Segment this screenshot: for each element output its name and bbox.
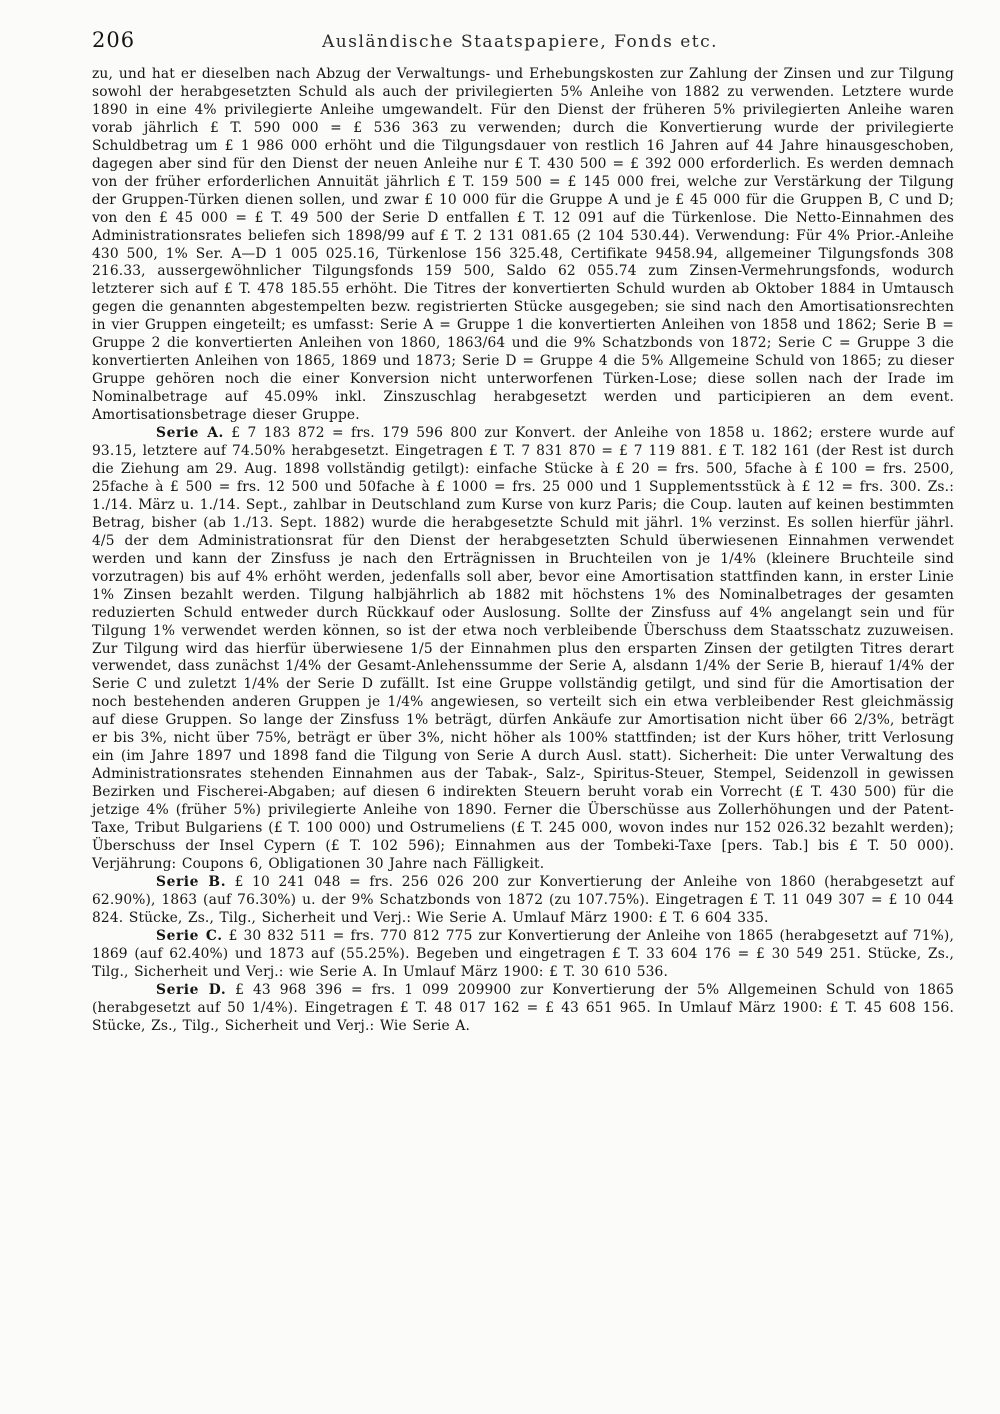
paragraph-text: £ 43 968 396 = frs. 1 099 209900 zur Konvertierung der 5% Allgemeinen Schuld von 1865 (herabgesetzt auf 50 1/4%). Eingetragen £ T. 48 017 162 = £ 43 651 965. In Umlauf März 1900: £ T. 45 608 156. Stücke, Zs., Tilg., Sicherheit und Verj.: Wie Serie A. bbox=[92, 981, 954, 1034]
paragraph-serie-b bbox=[92, 874, 954, 928]
serie-label: Serie D. bbox=[156, 981, 227, 998]
serie-label: Serie A. bbox=[156, 425, 224, 442]
running-title: Ausländische Staatspapiere, Fonds etc. bbox=[322, 32, 719, 52]
serie-label: Serie B. bbox=[156, 873, 227, 890]
paragraph-serie-a bbox=[92, 425, 954, 874]
paragraph-text: £ 10 241 048 = frs. 256 026 200 zur Konvertierung der Anleihe von 1860 (herabgesetzt auf 62.90%), 1863 (auf 76.30%) u. der 9% Schatzbonds von 1872 (zu 107.75%). Eingetragen £ T. 11 049 307 = £ 10 044 824. Stücke, Zs., Tilg., Sicherheit und Verj.: Wie Serie A. Umlauf März 1900: £ T. 6 604 335. bbox=[92, 873, 954, 926]
paragraph-text: £ 30 832 511 = frs. 770 812 775 zur Konvertierung der Anleihe von 1865 (herabgesetzt auf 71%), 1869 (auf 62.40%) und 1873 auf (55.25%). Begeben und eingetragen £ T. 33 604 176 = £ 30 549 251. Stücke, Zs., Tilg., Sicherheit und Verj.: wie Serie A. In Umlauf März 1900: £ T. 30 610 536. bbox=[92, 927, 954, 980]
page-number: 206 bbox=[92, 28, 136, 52]
paragraph-serie-c bbox=[92, 928, 954, 982]
paragraph-serie-d bbox=[92, 982, 954, 1036]
body-text bbox=[92, 66, 954, 1035]
running-head bbox=[92, 28, 954, 58]
serie-label: Serie C. bbox=[156, 927, 223, 944]
paragraph-text: £ 7 183 872 = frs. 179 596 800 zur Konvert. der Anleihe von 1858 u. 1862; erstere wurde auf 93.15, letztere auf 74.50% herabgesetzt. Eingetragen £ T. 7 831 870 = £ 7 119 881. £ T. 182 161 (der Rest ist durch die Ziehung am 29. Aug. 1898 vollständig getilgt): einfache Stücke à £ 20 = frs. 500, 5fache à £ 100 = frs. 2500, 25fache à £ 500 = frs. 12 500 und 50fache à £ 1000 = frs. 25 000 und 1 Supplementsstück à £ 12 = frs. 300. Zs.: 1./14. März u. 1./14. Sept., zahlbar in Deutschland zum Kurse von kurz Paris; die Coup. lauten auf keinen bestimmten Betrag, bisher (ab 1./13. Sept. 1882) wurde die herabgesetzte Schuld mit jährl. 1% verzinst. Es sollen hierfür jährl. 4/5 der dem Administrationsrat für den Dienst der herabgesetzten Schuld überwiesenen Einnahmen verwendet werden und kann der Zinsfuss je nach den Erträgnissen in Bruchteilen von je 1/4% (kleinere Bruchteile sind vorzutragen) bis auf 4% erhöht werden, jedenfalls soll aber, bevor eine Amortisation stattfinden kann, in erster Linie 1% Zinsen bezahlt werden. Tilgung halbjährlich ab 1882 mit höchstens 1% des Nominalbetrages der gesamten reduzierten Schuld entweder durch Rückkauf oder Auslosung. Sollte der Zinsfuss auf 4% angelangt sein und für Tilgung 1% verwendet werden können, so ist der etwa noch verbleibende Überschuss dem Staatsschatz zuzuweisen. Zur Tilgung wird das hierfür überwiesene 1/5 der Einnahmen plus den ersparten Zinsen der getilgten Titres derart verwendet, dass zunächst 1/4% der Gesamt-Anlehenssumme der Serie A, alsdann 1/4% der Serie B, hierauf 1/4% der Serie C und zuletzt 1/4% der Serie D zufällt. Ist eine Gruppe vollständig getilgt, und sind für die Amortisation der noch bestehenden anderen Gruppen je 1/4% angewiesen, so verteilt sich ein etwa verbleibender Rest gleichmässig auf diese Gruppen. So lange der Zinsfuss 1% beträgt, dürfen Ankäufe zur Amortisation nicht über 66 2/3%, beträgt er bis 3%, nicht über 75%, beträgt er über 3%, nicht höher als 100% stattfinden; ist der Kurs höher, tritt Verlosung ein (im Jahre 1897 und 1898 fand die Tilgung von Serie A durch Ausl. statt). Sicherheit: Die unter Verwaltung des Administrationsrates stehenden Einnahmen aus der Tabak-, Salz-, Spiritus-Steuer, Stempel, Seidenzoll in gewissen Bezirken und Fischerei-Abgaben; auf diesen 6 indirekten Steuern beruht vorab ein Vorrecht (£ T. 430 500) für die jetzige 4% (früher 5%) privilegierte Anleihe von 1890. Ferner die Überschüsse aus Zollerhöhungen und der Patent-Taxe, Tribut Bulgariens (£ T. 100 000) und Ostrumeliens (£ T. 245 000, wovon indes nur 152 026.32 bezahlt werden); Überschuss der Insel Cypern (£ T. 102 596); Einnahmen aus der Tombeki-Taxe [pers. Tab.] bis £ T. 50 000). Verjährung: Coupons 6, Obligationen 30 Jahre nach Fälligkeit. bbox=[92, 425, 954, 872]
paragraph-text: zu, und hat er dieselben nach Abzug der Verwaltungs- und Erhebungskosten zur Zahlung der Zinsen und zur Tilgung sowohl der herabgesetzten Schuld als auch der privilegierten 5% Anleihe von 1882 zu verwenden. Letztere wurde 1890 in eine 4% privilegierte Anleihe umgewandelt. Für den Dienst der früheren 5% privilegierten Anleihe waren vorab jährlich £ T. 590 000 = £ 536 363 zu verwenden; durch die Konvertierung wurde der privilegierte Schuldbetrag um £ 1 986 000 erhöht und die Tilgungsdauer von restlich 16 Jahren auf 44 Jahre hinausgeschoben, dagegen aber sind für den Dienst der neuen Anleihe nur £ T. 430 500 = £ 392 000 erforderlich. Es werden demnach von der früher erforderlichen Annuität jährlich £ T. 159 500 = £ 145 000 frei, welche zur Verstärkung der Tilgung der Gruppen-Türken dienen sollen, und zwar £ 10 000 für die Gruppe A und je £ 45 000 für die Gruppen B, C und D; von den £ 45 000 = £ T. 49 500 der Serie D entfallen £ T. 12 091 auf die Türkenlose. Die Netto-Einnahmen des Administrationsrates beliefen sich 1898/99 auf £ T. 2 131 081.65 (2 104 530.44). Verwendung: Für 4% Prior.-Anleihe 430 500, 1% Ser. A—D 1 005 025.16, Türkenlose 156 325.48, Certifikate 9458.94, allgemeiner Tilgungsfonds 308 216.33, aussergewöhnlicher Tilgungsfonds 159 500, Saldo 62 055.74 zum Zinsen-Vermehrungsfonds, wodurch letzterer sich auf £ T. 478 185.55 erhöht. Die Titres der konvertierten Schuld wurden ab Oktober 1884 in Umtausch gegen die genannten abgestempelten bezw. registrierten Stücke ausgegeben; sie sind nach den Amortisationsrechten in vier Gruppen eingeteilt; es umfasst: Serie A = Gruppe 1 die konvertierten Anleihen von 1858 und 1862; Serie B = Gruppe 2 die konvertierten Anleihen von 1860, 1863/64 und die 9% Schatzbonds von 1872; Serie C = Gruppe 3 die konvertierten Anleihen von 1865, 1869 und 1873; Serie D = Gruppe 4 die 5% Allgemeine Schuld von 1865; zu dieser Gruppe gehören noch die einer Konversion nicht unterworfenen Türken-Lose; diese sollen nach der Irade im Nominalbetrage auf 45.09% inkl. Zinszuschlag herabgesetzt werden und participieren an dem event. Amortisationsbetrage dieser Gruppe. bbox=[92, 66, 954, 424]
paragraph-intro bbox=[92, 66, 954, 425]
